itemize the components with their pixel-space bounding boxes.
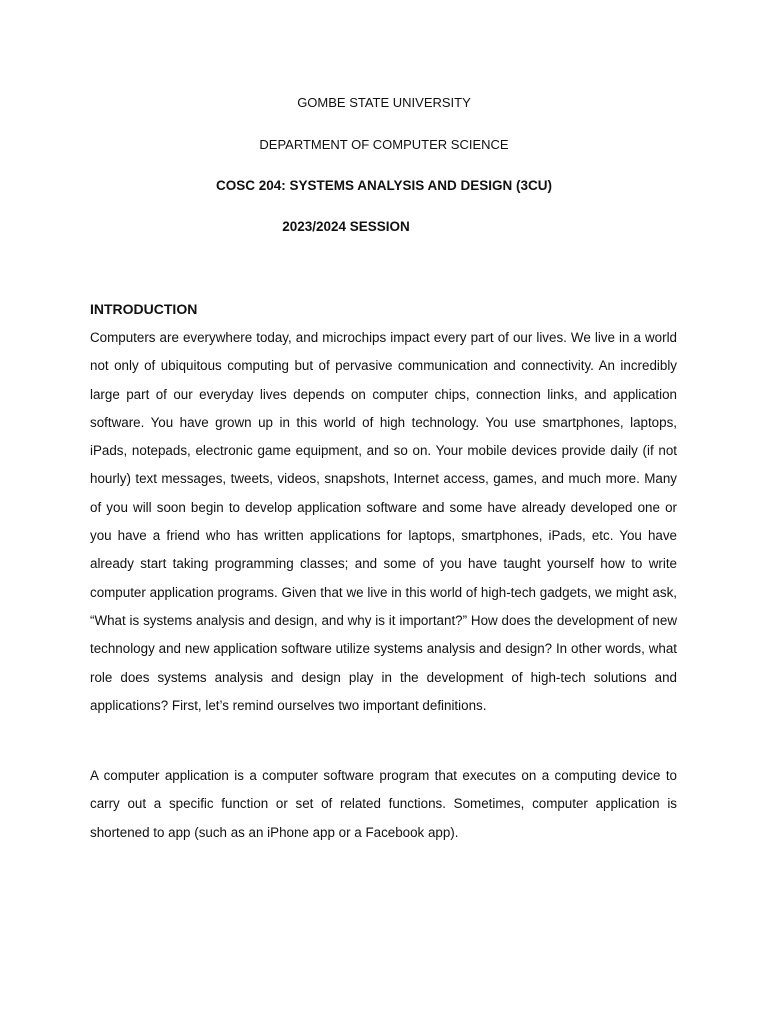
paragraph-definition: A computer application is a computer software program that executes on a computing device to carry out a specific function or set of related functions. Sometimes, computer application is shortened to app (such as an iPhone app or a Facebook app).: [90, 768, 677, 840]
section-heading: INTRODUCTION: [90, 301, 198, 317]
department-name: DEPARTMENT OF COMPUTER SCIENCE: [259, 137, 509, 152]
session-label: 2023/2024 SESSION: [282, 219, 410, 234]
course-title: COSC 204: SYSTEMS ANALYSIS AND DESIGN (3CU): [215, 178, 553, 193]
university-name: GOMBE STATE UNIVERSITY: [297, 95, 471, 110]
paragraph-introduction: Computers are everywhere today, and microchips impact every part of our lives. We live in a world not only of ubiquitous computing but of pervasive communication and connectivity. An incredibly large part of our everyday lives depends on computer chips, connection links, and application software. You have grown up in this world of high technology. You use smartphones, laptops, iPads, notepads, electronic game equipment, and so on. Your mobile devices provide daily (if not hourly) text messages, tweets, videos, snapshots, Internet access, games, and much more. Many of you will soon begin to develop application software and some have already developed one or you have a friend who has written applications for laptops, smartphones, iPads, etc. You have already start taking programming classes; and some of you have taught yourself how to write computer application programs. Given that we live in this world of high-tech gadgets, we might ask, “What is systems analysis and design, and why is it important?” How does the development of new technology and new application software utilize systems analysis and design? In other words, what role does systems analysis and design play in the development of high-tech solutions and applications? First, let’s remind ourselves two important definitions.: [90, 330, 677, 713]
